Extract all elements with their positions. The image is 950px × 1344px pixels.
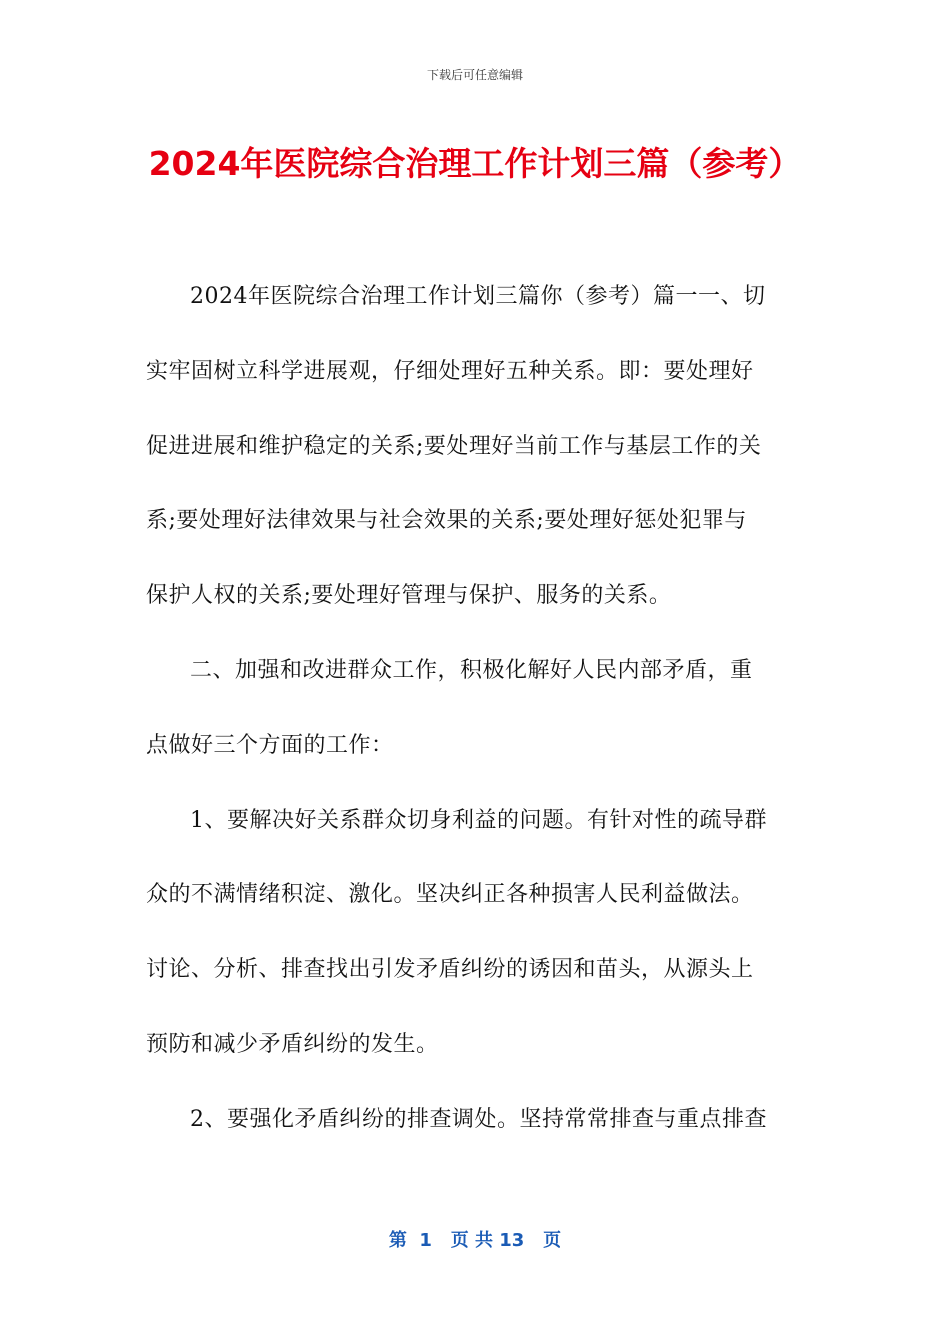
paragraph-line: 预防和减少矛盾纠纷的发生。 [146,1031,439,1057]
paragraph-line: 点做好三个方面的工作： [146,732,394,758]
page-footer: 第 1 页 共 13 页 [388,1230,562,1251]
paragraph-line: 众的不满情绪积淀、激化。坚决纠正各种损害人民利益做法。 [146,882,754,908]
document-title: 2024年医院综合治理工作计划三篇（参考） [148,144,802,183]
paragraph-line: 讨论、分析、排查找出引发矛盾纠纷的诱因和苗头，从源头上 [146,957,754,983]
paragraph-line: 2024年医院综合治理工作计划三篇你（参考）篇一一、切 [190,284,766,309]
document-body [146,273,806,1171]
paragraph-line: 系;要处理好法律效果与社会效果的关系;要处理好惩处犯罪与 [146,508,747,534]
header-note: 下载后可任意编辑 [426,68,523,82]
paragraph-line: 2、要强化矛盾纠纷的排查调处。坚持常常排查与重点排查 [190,1106,767,1132]
paragraph-line: 促进进展和维护稳定的关系;要处理好当前工作与基层工作的关 [146,433,762,459]
paragraph-line: 二、加强和改进群众工作，积极化解好人民内部矛盾，重 [190,657,753,683]
paragraph-line: 1、要解决好关系群众切身利益的问题。有针对性的疏导群 [190,807,767,833]
paragraph-line: 实牢固树立科学进展观，仔细处理好五种关系。即：要处理好 [146,358,754,384]
paragraph-line: 保护人权的关系;要处理好管理与保护、服务的关系。 [146,583,672,609]
